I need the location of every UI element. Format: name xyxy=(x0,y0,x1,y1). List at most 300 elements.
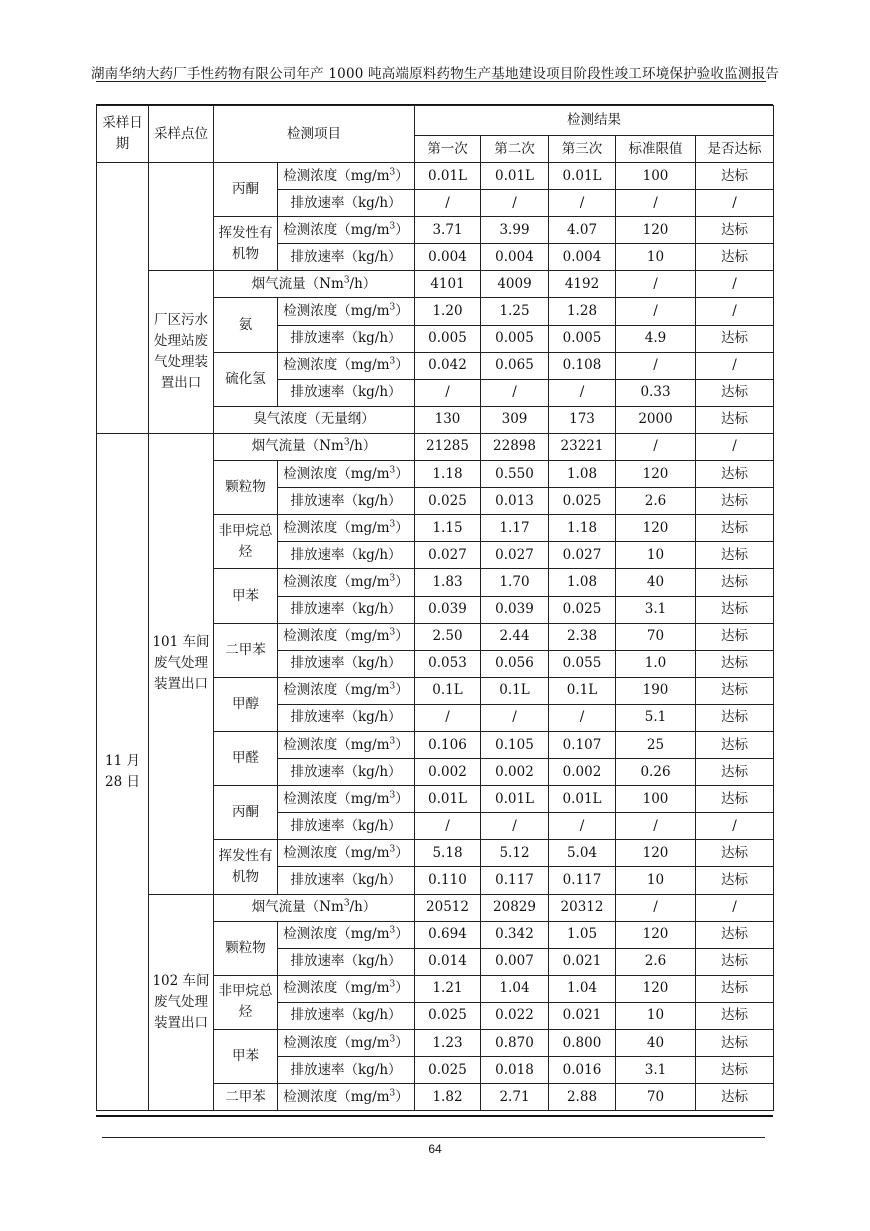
result-third: / xyxy=(549,704,616,731)
result-first: 0.025 xyxy=(415,1002,481,1029)
result-third: 173 xyxy=(549,406,616,433)
result-second: 2.71 xyxy=(481,1084,549,1111)
pollutant-toluene: 甲苯 xyxy=(214,569,278,623)
measure-rate: 排放速率（kg/h） xyxy=(278,704,415,731)
standard-limit: 0.33 xyxy=(616,379,696,406)
compliance-status: 达标 xyxy=(696,759,774,786)
pollutant-formaldehyde: 甲醛 xyxy=(214,731,278,785)
header-second: 第二次 xyxy=(481,136,549,163)
pollutant-particulate: 颗粒物 xyxy=(214,921,278,975)
measure-unit-close: ） xyxy=(395,1088,409,1105)
measure-flow xyxy=(214,433,415,460)
result-third: 0.108 xyxy=(549,352,616,379)
compliance-status: / xyxy=(696,433,774,460)
point-workshop-101: 101 车间废气处理装置出口 xyxy=(149,433,214,894)
standard-limit: 3.1 xyxy=(616,596,696,623)
measure-text: 检测浓度（mg/m xyxy=(283,465,390,482)
result-second: 0.1L xyxy=(481,677,549,704)
measure-odor: 臭气浓度（无量纲） xyxy=(214,406,415,433)
standard-limit: 2.6 xyxy=(616,948,696,975)
result-third: / xyxy=(549,190,616,217)
report-header: 湖南华纳大药厂手性药物有限公司年产 1000 吨高端原料药物生产基地建设项目阶段性竣工环境保护验收监测报告 xyxy=(90,66,780,82)
header-third: 第三次 xyxy=(549,136,616,163)
point-wastewater-station: 厂区污水处理站废气处理装置出口 xyxy=(149,271,214,434)
result-second: 0.013 xyxy=(481,488,549,515)
measure-concentration xyxy=(278,461,415,488)
compliance-status: 达标 xyxy=(696,569,774,596)
measure-rate: 排放速率（kg/h） xyxy=(278,244,415,271)
measure-rate: 排放速率（kg/h） xyxy=(278,325,415,352)
superscript-3: 3 xyxy=(389,736,396,747)
measure-text: 检测浓度（mg/m xyxy=(283,303,390,320)
measure-text: 检测浓度（mg/m xyxy=(283,1088,390,1105)
footer-rule xyxy=(102,1137,765,1138)
pollutant-nmhc: 非甲烷总烃 xyxy=(214,975,278,1029)
result-third: 0.005 xyxy=(549,325,616,352)
compliance-status: 达标 xyxy=(696,244,774,271)
pollutant-methanol: 甲醇 xyxy=(214,677,278,731)
result-second: 0.039 xyxy=(481,596,549,623)
header-pass: 是否达标 xyxy=(696,136,774,163)
result-first: 0.042 xyxy=(415,352,481,379)
measure-concentration xyxy=(278,217,415,244)
result-first: 130 xyxy=(415,406,481,433)
result-second: 4009 xyxy=(481,271,549,298)
measure-concentration xyxy=(278,786,415,813)
measure-concentration xyxy=(278,1030,415,1057)
superscript-3: 3 xyxy=(389,1034,396,1045)
result-first: / xyxy=(415,704,481,731)
compliance-status: 达标 xyxy=(696,921,774,948)
measure-text: 检测浓度（mg/m xyxy=(283,221,390,238)
measure-rate: 排放速率（kg/h） xyxy=(278,542,415,569)
pollutant-ammonia: 氨 xyxy=(214,298,278,352)
measure-unit-close: ） xyxy=(395,926,409,943)
superscript-3: 3 xyxy=(389,979,396,990)
result-second: 0.027 xyxy=(481,542,549,569)
standard-limit: 10 xyxy=(616,1002,696,1029)
pollutant-xylene: 二甲苯 xyxy=(214,1084,278,1111)
result-third: 2.88 xyxy=(549,1084,616,1111)
pollutant-toluene: 甲苯 xyxy=(214,1030,278,1084)
header-rule xyxy=(96,81,766,82)
result-third: 1.08 xyxy=(549,569,616,596)
measure-rate: 排放速率（kg/h） xyxy=(278,813,415,840)
result-second: 2.44 xyxy=(481,623,549,650)
result-third: 23221 xyxy=(549,433,616,460)
measure-text: 检测浓度（mg/m xyxy=(283,980,390,997)
result-third: 0.016 xyxy=(549,1057,616,1084)
compliance-status: 达标 xyxy=(696,406,774,433)
standard-limit: / xyxy=(616,271,696,298)
compliance-status: 达标 xyxy=(696,704,774,731)
standard-limit: 120 xyxy=(616,515,696,542)
superscript-3: 3 xyxy=(389,844,396,855)
monitoring-table xyxy=(96,105,774,1111)
result-first: 1.15 xyxy=(415,515,481,542)
compliance-status: 达标 xyxy=(696,731,774,758)
point-cell-continued xyxy=(149,163,214,271)
measure-unit-close: ） xyxy=(395,221,409,238)
measure-text: 烟气流量（Nm xyxy=(251,438,344,455)
measure-concentration xyxy=(278,731,415,758)
header-results: 检测结果 xyxy=(415,106,774,136)
result-third: 0.1L xyxy=(549,677,616,704)
measure-unit-close: ） xyxy=(395,465,409,482)
result-first: / xyxy=(415,190,481,217)
standard-limit: 2000 xyxy=(616,406,696,433)
result-first: 20512 xyxy=(415,894,481,921)
measure-concentration xyxy=(278,298,415,325)
date-cell-continued xyxy=(97,163,149,434)
compliance-status: 达标 xyxy=(696,325,774,352)
compliance-status: 达标 xyxy=(696,623,774,650)
table-row xyxy=(97,433,774,460)
result-second: 0.550 xyxy=(481,461,549,488)
result-first: 1.18 xyxy=(415,461,481,488)
result-third: 4.07 xyxy=(549,217,616,244)
result-second: / xyxy=(481,379,549,406)
measure-rate: 排放速率（kg/h） xyxy=(278,379,415,406)
result-third: 0.021 xyxy=(549,948,616,975)
result-second: 0.065 xyxy=(481,352,549,379)
superscript-3: 3 xyxy=(389,1088,396,1099)
standard-limit: 10 xyxy=(616,867,696,894)
result-first: 1.82 xyxy=(415,1084,481,1111)
compliance-status: 达标 xyxy=(696,217,774,244)
result-second: 0.870 xyxy=(481,1030,549,1057)
standard-limit: 4.9 xyxy=(616,325,696,352)
result-second: 1.04 xyxy=(481,975,549,1002)
result-third: 4192 xyxy=(549,271,616,298)
standard-limit: 70 xyxy=(616,1084,696,1111)
superscript-3: 3 xyxy=(343,437,350,448)
result-first: 0.1L xyxy=(415,677,481,704)
measure-unit-close: /h） xyxy=(349,899,377,916)
result-first: 0.005 xyxy=(415,325,481,352)
result-third: 1.08 xyxy=(549,461,616,488)
compliance-status: / xyxy=(696,190,774,217)
compliance-status: 达标 xyxy=(696,1084,774,1111)
compliance-status: 达标 xyxy=(696,975,774,1002)
result-third: 1.28 xyxy=(549,298,616,325)
measure-concentration xyxy=(278,352,415,379)
result-first: / xyxy=(415,379,481,406)
compliance-status: 达标 xyxy=(696,596,774,623)
standard-limit: 70 xyxy=(616,623,696,650)
result-second: 1.17 xyxy=(481,515,549,542)
compliance-status: 达标 xyxy=(696,1002,774,1029)
standard-limit: 120 xyxy=(616,840,696,867)
pollutant-acetone: 丙酮 xyxy=(214,163,278,217)
result-second: 5.12 xyxy=(481,840,549,867)
compliance-status: / xyxy=(696,298,774,325)
result-second: 1.70 xyxy=(481,569,549,596)
superscript-3: 3 xyxy=(389,925,396,936)
result-third: 0.055 xyxy=(549,650,616,677)
result-second: 0.105 xyxy=(481,731,549,758)
compliance-status: 达标 xyxy=(696,650,774,677)
result-first: 0.110 xyxy=(415,867,481,894)
table-row xyxy=(97,894,774,921)
result-third: 0.025 xyxy=(549,488,616,515)
measure-concentration xyxy=(278,975,415,1002)
standard-limit: 3.1 xyxy=(616,1057,696,1084)
measure-unit-close: ） xyxy=(395,980,409,997)
result-first: 0.014 xyxy=(415,948,481,975)
result-third: 0.117 xyxy=(549,867,616,894)
result-second: 0.005 xyxy=(481,325,549,352)
result-second: / xyxy=(481,704,549,731)
standard-limit: 190 xyxy=(616,677,696,704)
compliance-status: 达标 xyxy=(696,840,774,867)
measure-flow xyxy=(214,271,415,298)
measure-text: 检测浓度（mg/m xyxy=(283,844,390,861)
result-second: 0.342 xyxy=(481,921,549,948)
standard-limit: / xyxy=(616,190,696,217)
table-row xyxy=(97,106,774,136)
pollutant-h2s: 硫化氢 xyxy=(214,352,278,406)
result-first: 0.053 xyxy=(415,650,481,677)
result-first: 0.027 xyxy=(415,542,481,569)
superscript-3: 3 xyxy=(343,275,350,286)
result-first: 0.01L xyxy=(415,786,481,813)
standard-limit: 2.6 xyxy=(616,488,696,515)
measure-concentration xyxy=(278,623,415,650)
measure-rate: 排放速率（kg/h） xyxy=(278,650,415,677)
compliance-status: / xyxy=(696,271,774,298)
measure-rate: 排放速率（kg/h） xyxy=(278,1002,415,1029)
result-third: 0.002 xyxy=(549,759,616,786)
compliance-status: 达标 xyxy=(696,163,774,190)
measure-unit-close: ） xyxy=(395,682,409,699)
standard-limit: 40 xyxy=(616,569,696,596)
result-first: 0.106 xyxy=(415,731,481,758)
result-first: 3.71 xyxy=(415,217,481,244)
result-third: 1.04 xyxy=(549,975,616,1002)
standard-limit: 10 xyxy=(616,542,696,569)
result-third: 1.18 xyxy=(549,515,616,542)
measure-unit-close: ） xyxy=(395,357,409,374)
measure-text: 检测浓度（mg/m xyxy=(283,790,390,807)
standard-limit: / xyxy=(616,813,696,840)
page-number: 64 xyxy=(428,1142,442,1156)
compliance-status: / xyxy=(696,352,774,379)
pollutant-voc: 挥发性有机物 xyxy=(214,840,278,894)
compliance-status: 达标 xyxy=(696,786,774,813)
compliance-status: / xyxy=(696,813,774,840)
table-row xyxy=(97,163,774,190)
result-second: 0.01L xyxy=(481,786,549,813)
measure-rate: 排放速率（kg/h） xyxy=(278,948,415,975)
measure-text: 检测浓度（mg/m xyxy=(283,926,390,943)
result-second: 309 xyxy=(481,406,549,433)
result-first: 0.01L xyxy=(415,163,481,190)
result-third: 2.38 xyxy=(549,623,616,650)
result-third: 1.05 xyxy=(549,921,616,948)
result-first: 1.23 xyxy=(415,1030,481,1057)
standard-limit: / xyxy=(616,352,696,379)
result-first: 0.039 xyxy=(415,596,481,623)
standard-limit: 40 xyxy=(616,1030,696,1057)
result-second: 22898 xyxy=(481,433,549,460)
standard-limit: 5.1 xyxy=(616,704,696,731)
measure-unit-close: ） xyxy=(395,628,409,645)
result-third: 0.027 xyxy=(549,542,616,569)
standard-limit: 100 xyxy=(616,163,696,190)
measure-rate: 排放速率（kg/h） xyxy=(278,759,415,786)
result-first: 5.18 xyxy=(415,840,481,867)
measure-text: 检测浓度（mg/m xyxy=(283,519,390,536)
pollutant-xylene: 二甲苯 xyxy=(214,623,278,677)
measure-text: 检测浓度（mg/m xyxy=(283,682,390,699)
measure-concentration xyxy=(278,569,415,596)
standard-limit: 0.26 xyxy=(616,759,696,786)
compliance-status: 达标 xyxy=(696,948,774,975)
measure-concentration xyxy=(278,515,415,542)
result-first: 1.21 xyxy=(415,975,481,1002)
compliance-status: 达标 xyxy=(696,488,774,515)
result-third: 20312 xyxy=(549,894,616,921)
superscript-3: 3 xyxy=(389,221,396,232)
result-second: 0.002 xyxy=(481,759,549,786)
table-bottom-border xyxy=(96,1115,773,1117)
result-first: 0.002 xyxy=(415,759,481,786)
compliance-status: 达标 xyxy=(696,867,774,894)
standard-limit: 120 xyxy=(616,975,696,1002)
standard-limit: 120 xyxy=(616,217,696,244)
measure-unit-close: ） xyxy=(395,167,409,184)
superscript-3: 3 xyxy=(389,167,396,178)
result-first: 4101 xyxy=(415,271,481,298)
standard-limit: / xyxy=(616,894,696,921)
superscript-3: 3 xyxy=(389,465,396,476)
measure-unit-close: /h） xyxy=(349,275,377,292)
result-third: 0.800 xyxy=(549,1030,616,1057)
measure-rate: 排放速率（kg/h） xyxy=(278,190,415,217)
result-second: / xyxy=(481,813,549,840)
compliance-status: 达标 xyxy=(696,1030,774,1057)
superscript-3: 3 xyxy=(389,681,396,692)
result-second: 0.056 xyxy=(481,650,549,677)
measure-unit-close: ） xyxy=(395,573,409,590)
standard-limit: / xyxy=(616,433,696,460)
standard-limit: 1.0 xyxy=(616,650,696,677)
table-row xyxy=(97,271,774,298)
standard-limit: 100 xyxy=(616,786,696,813)
superscript-3: 3 xyxy=(343,898,350,909)
result-first: 1.83 xyxy=(415,569,481,596)
standard-limit: 120 xyxy=(616,461,696,488)
header-first: 第一次 xyxy=(415,136,481,163)
standard-limit: 10 xyxy=(616,244,696,271)
standard-limit: / xyxy=(616,298,696,325)
result-first: 0.004 xyxy=(415,244,481,271)
standard-limit: 25 xyxy=(616,731,696,758)
result-second: 0.004 xyxy=(481,244,549,271)
compliance-status: 达标 xyxy=(696,1057,774,1084)
result-third: 0.01L xyxy=(549,786,616,813)
superscript-3: 3 xyxy=(389,627,396,638)
measure-text: 烟气流量（Nm xyxy=(251,899,344,916)
result-third: 0.025 xyxy=(549,596,616,623)
measure-concentration xyxy=(278,921,415,948)
superscript-3: 3 xyxy=(389,790,396,801)
result-second: 0.018 xyxy=(481,1057,549,1084)
result-second: 0.022 xyxy=(481,1002,549,1029)
superscript-3: 3 xyxy=(389,356,396,367)
result-second: 0.007 xyxy=(481,948,549,975)
result-second: 20829 xyxy=(481,894,549,921)
result-third: 0.01L xyxy=(549,163,616,190)
date-nov-28: 11 月 28 日 xyxy=(97,433,149,1110)
measure-concentration xyxy=(278,163,415,190)
measure-unit-close: ） xyxy=(395,736,409,753)
result-second: 0.01L xyxy=(481,163,549,190)
measure-rate: 排放速率（kg/h） xyxy=(278,867,415,894)
measure-unit-close: /h） xyxy=(349,438,377,455)
superscript-3: 3 xyxy=(389,302,396,313)
measure-unit-close: ） xyxy=(395,303,409,320)
result-third: 0.004 xyxy=(549,244,616,271)
compliance-status: 达标 xyxy=(696,542,774,569)
superscript-3: 3 xyxy=(389,519,396,530)
result-third: 5.04 xyxy=(549,840,616,867)
compliance-status: 达标 xyxy=(696,677,774,704)
measure-unit-close: ） xyxy=(395,844,409,861)
superscript-3: 3 xyxy=(389,573,396,584)
header-limit: 标准限值 xyxy=(616,136,696,163)
result-first: 2.50 xyxy=(415,623,481,650)
measure-text: 检测浓度（mg/m xyxy=(283,628,390,645)
measure-text: 检测浓度（mg/m xyxy=(283,167,390,184)
measure-text: 检测浓度（mg/m xyxy=(283,357,390,374)
result-first: 0.025 xyxy=(415,488,481,515)
result-third: 0.021 xyxy=(549,1002,616,1029)
measure-flow xyxy=(214,894,415,921)
compliance-status: 达标 xyxy=(696,515,774,542)
measure-unit-close: ） xyxy=(395,1034,409,1051)
measure-text: 检测浓度（mg/m xyxy=(283,1034,390,1051)
measure-concentration xyxy=(278,1084,415,1111)
measure-unit-close: ） xyxy=(395,519,409,536)
result-third: / xyxy=(549,379,616,406)
result-first: 1.20 xyxy=(415,298,481,325)
result-third: 0.107 xyxy=(549,731,616,758)
header-sample-date: 采样日期 xyxy=(97,106,149,163)
result-second: 3.99 xyxy=(481,217,549,244)
measure-text: 烟气流量（Nm xyxy=(251,275,344,292)
point-workshop-102: 102 车间废气处理装置出口 xyxy=(149,894,214,1111)
result-first: 21285 xyxy=(415,433,481,460)
result-third: / xyxy=(549,813,616,840)
pollutant-acetone: 丙酮 xyxy=(214,786,278,840)
measure-rate: 排放速率（kg/h） xyxy=(278,596,415,623)
measure-text: 检测浓度（mg/m xyxy=(283,573,390,590)
pollutant-particulate: 颗粒物 xyxy=(214,461,278,515)
pollutant-nmhc: 非甲烷总烃 xyxy=(214,515,278,569)
header-sample-point: 采样点位 xyxy=(149,106,214,163)
measure-text: 检测浓度（mg/m xyxy=(283,736,390,753)
compliance-status: 达标 xyxy=(696,379,774,406)
measure-concentration xyxy=(278,677,415,704)
result-second: 1.25 xyxy=(481,298,549,325)
measure-unit-close: ） xyxy=(395,790,409,807)
compliance-status: / xyxy=(696,894,774,921)
pollutant-voc: 挥发性有机物 xyxy=(214,217,278,271)
result-second: / xyxy=(481,190,549,217)
measure-rate: 排放速率（kg/h） xyxy=(278,488,415,515)
